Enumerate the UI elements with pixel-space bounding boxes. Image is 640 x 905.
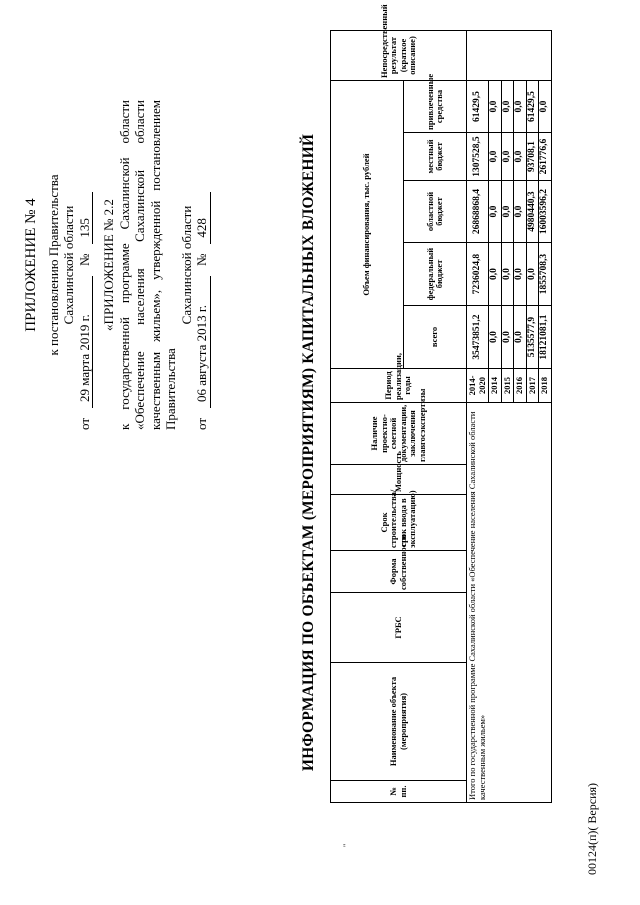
program-text: к государственной программе Сахалинской области «Обеспечение населения Сахалинской области качественным жильем», утвержденной постановлением Правительства <box>116 100 178 430</box>
row-federal: 0,0 <box>489 243 502 306</box>
col-total: всего <box>404 306 467 369</box>
col-result: Непосредственный результат (краткое описание) <box>331 31 467 81</box>
row-period: 2014 <box>489 369 502 403</box>
summary-label: Итого по государственной программе Сахалинской области «Обеспечение населения Сахалинской области качественным жильем» <box>467 403 552 803</box>
row-total: 35473851,2 <box>467 306 489 369</box>
row-total: 18121081,1 <box>539 306 552 369</box>
col-name: Наименование объекта (мероприятия) <box>331 663 467 781</box>
row-period: 2015 <box>501 369 514 403</box>
row-period: 2017 <box>526 369 539 403</box>
col-num: № пп. <box>331 781 467 803</box>
row-local: 93708,1 <box>526 133 539 181</box>
table-row <box>467 31 489 803</box>
to-resolution: к постановлению Правительства <box>45 174 61 356</box>
col-grbs: ГРБС <box>331 593 467 663</box>
row-total: 0,0 <box>501 306 514 369</box>
col-financing: Объем финансирования, тыс. рублей <box>331 81 404 369</box>
row-period: 2014-2020 <box>467 369 489 403</box>
row-period: 2018 <box>539 369 552 403</box>
col-capacity: Мощность <box>331 465 467 495</box>
col-attracted: привлеченные средства <box>404 81 467 133</box>
region-name: Сахалинской области <box>61 205 76 325</box>
row-regional: 26868868,4 <box>467 181 489 243</box>
row-attracted: 0,0 <box>501 81 514 133</box>
row-attracted: 0,0 <box>514 81 527 133</box>
col-local: местный бюджет <box>404 133 467 181</box>
row-attracted: 61429,5 <box>467 81 489 133</box>
row-local: 1307528,5 <box>467 133 489 181</box>
appendix-2-title: «ПРИЛОЖЕНИЕ № 2.2 <box>101 199 116 331</box>
row-attracted: 0,0 <box>489 81 502 133</box>
row-regional: 0,0 <box>489 181 502 243</box>
row-total: 5135577,9 <box>526 306 539 369</box>
col-period: Период реализации, годы <box>331 369 467 403</box>
row-federal: 0,0 <box>501 243 514 306</box>
row-federal: 7236024,8 <box>467 243 489 306</box>
row-federal: 0,0 <box>514 243 527 306</box>
col-federal: федеральный бюджет <box>404 243 467 306</box>
row-regional: 16003596,2 <box>539 181 552 243</box>
row-local: 0,0 <box>489 133 502 181</box>
row-regional: 4980440,3 <box>526 181 539 243</box>
original-date: 06 августа 2013 г. <box>194 276 211 408</box>
original-date-line <box>194 100 211 430</box>
row-local: 0,0 <box>501 133 514 181</box>
from-label-2: от <box>194 417 209 430</box>
footer-code: 00124(п)( Версия) <box>585 782 599 875</box>
col-regional: областной бюджет <box>404 181 467 243</box>
region-name-2: Сахалинской области <box>178 205 194 325</box>
from-label: от <box>76 417 92 430</box>
resolution-number: 135 <box>77 192 94 244</box>
row-federal: 0,0 <box>526 243 539 306</box>
page-title: ИНФОРМАЦИЯ ПО ОБЪЕКТАМ (МЕРОПРИЯТИЯМ) КАПИТАЛЬНЫХ ВЛОЖЕНИЙ <box>300 133 317 772</box>
row-federal: 1855708,3 <box>539 243 552 306</box>
row-regional: 0,0 <box>514 181 527 243</box>
header-block <box>24 100 211 430</box>
appendix-title: ПРИЛОЖЕНИЕ № 4 <box>23 198 39 332</box>
col-construction-period: Срок строительства/срок ввода в эксплуатацию) <box>331 495 467 551</box>
row-total: 0,0 <box>489 306 502 369</box>
row-attracted: 0,0 <box>539 81 552 133</box>
col-ownership: Форма собственности <box>331 551 467 593</box>
original-number: 428 <box>194 192 211 244</box>
number-label: № <box>76 253 92 266</box>
stray-mark: " <box>342 843 351 847</box>
row-period: 2016 <box>514 369 527 403</box>
number-label-2: № <box>194 253 209 266</box>
row-result <box>467 31 552 81</box>
capital-investment-table <box>330 4 552 803</box>
resolution-date-line <box>77 100 94 430</box>
row-local: 261776,6 <box>539 133 552 181</box>
row-local: 0,0 <box>514 133 527 181</box>
row-regional: 0,0 <box>501 181 514 243</box>
col-design-docs: Наличие проектно-сметной документации, заключения главгосэкспертизы <box>331 403 467 465</box>
resolution-date: 29 марта 2019 г. <box>77 276 94 408</box>
row-attracted: 61429,5 <box>526 81 539 133</box>
row-total: 0,0 <box>514 306 527 369</box>
